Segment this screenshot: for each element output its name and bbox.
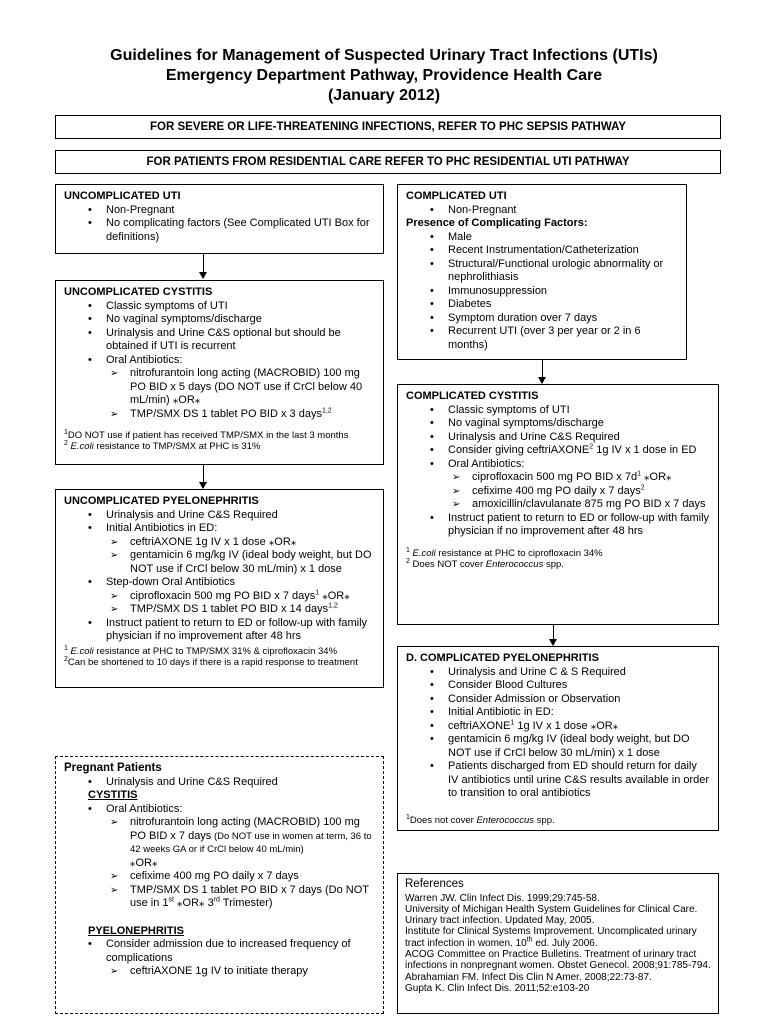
list-item: ➢ cefixime 400 mg PO daily x 7 days: [64, 870, 375, 884]
footnote-italic: Enterococcus: [476, 814, 535, 826]
footnote-ref: 1: [637, 470, 641, 478]
item-text: ⁎OR⁎: [130, 856, 158, 869]
complicated-pyelonephritis-box: [397, 646, 719, 831]
footnote: [406, 559, 710, 570]
reference-item: University of Michigan Health System Guidelines for Clinical Care. Urinary tract infection. Updated May, 2005.: [405, 903, 698, 927]
uncomplicated-uti-heading: UNCOMPLICATED UTI: [64, 190, 181, 202]
complicated-cystitis-heading: COMPLICATED CYSTITIS: [406, 390, 539, 402]
complicated-pyelonephritis-heading: D. COMPLICATED PYELONEPHRITIS: [406, 652, 599, 664]
list-item: ➢ amoxicillin/clavulanate 875 mg PO BID x 7 days: [406, 498, 710, 512]
list-item: • Oral Antibiotics:: [406, 458, 710, 472]
footnote: [406, 815, 710, 826]
list-item: • Urinalysis and Urine C & S Required: [406, 666, 710, 680]
list-item: • Recurrent UTI (over 3 per year or 2 in 6 months): [406, 325, 678, 352]
footnote-italic: E.coli: [70, 441, 94, 452]
complicated-uti-heading: COMPLICATED UTI: [406, 190, 507, 202]
footnote-number: 2: [406, 557, 410, 565]
list-item: [64, 408, 375, 422]
title-line-1: Guidelines for Management of Suspected Urinary Tract Infections (UTIs): [110, 47, 658, 64]
footnote-text: Does NOT cover: [409, 558, 486, 570]
pregnant-heading: Pregnant Patients: [64, 762, 162, 774]
footnote: [64, 441, 375, 452]
footnote: [406, 548, 710, 559]
superscript: st: [168, 896, 174, 904]
footnote-italic: Enterococcus: [485, 558, 544, 570]
footnote: [64, 430, 375, 441]
complicating-factors-heading: Presence of Complicating Factors:: [406, 217, 588, 229]
item-text: ciprofloxacin 500 mg PO BID x 7 days: [130, 589, 316, 602]
item-text: ⁎OR⁎: [640, 471, 672, 483]
reference-item: Gupta K. Clin Infect Dis. 2011;52:e103-20: [405, 982, 590, 994]
superscript: rd: [213, 896, 220, 904]
item-text: nitrofurantoin long acting (MACROBID) 100 mg PO BID x 7 days: [130, 816, 360, 842]
item-text: Trimester): [219, 897, 273, 909]
list-item: • Classic symptoms of UTI: [64, 300, 375, 314]
item-text: Consider giving ceftriAXONE: [448, 444, 590, 456]
footnote-text: resistance at PHC to TMP/SMX 31% & ciprofloxacin 34%: [93, 645, 338, 657]
footnote-number: 2: [64, 655, 68, 663]
superscript: th: [526, 936, 533, 944]
list-item: • Patients discharged from ED should return for daily IV antibiotics until urine C&S results available in order to transition to oral antibiotics: [406, 760, 710, 801]
list-item: • Immunosuppression: [406, 285, 678, 299]
footnote-text: resistance at PHC to ciprofloxacin 34%: [435, 547, 603, 559]
list-item: • No vaginal symptoms/discharge: [406, 417, 710, 431]
footnote-text: Does not cover: [409, 814, 477, 826]
item-text: cefixime 400 mg PO daily x 7 days: [472, 484, 641, 497]
footnote-ref: 2: [640, 483, 645, 491]
footnote-text: DO NOT use if patient has received TMP/SMX in the last 3 months: [67, 430, 349, 441]
footnote-number: 2: [64, 439, 68, 447]
item-note: (Do NOT use in women at term, 36 to 42 weeks GA or if CrCl below 40 mL/min): [130, 830, 372, 855]
footnote-text: resistance to TMP/SMX at PHC is 31%: [93, 441, 261, 452]
reference-text: Institute for Clinical Systems Improvement. Uncomplicated urinary tract infection in women. 10: [405, 926, 697, 949]
footnote-ref: 1,2: [321, 406, 332, 414]
flow-arrow: [553, 625, 554, 645]
list-item: • Recent Instrumentation/Catheterization: [406, 244, 678, 258]
cystitis-subheading: CYSTITIS: [88, 789, 138, 801]
uncomplicated-cystitis-heading: UNCOMPLICATED CYSTITIS: [64, 286, 213, 298]
footnote-ref: 1: [510, 718, 515, 726]
reference-item: ACOG Committee on Practice Bulletins. Treatment of urinary tract infections in nonpregnant women. Obstet Genecol. 2008;91:785-794.: [405, 948, 711, 972]
flow-arrow: [203, 465, 204, 488]
footnote-italic: E.coli: [70, 645, 94, 657]
title-line-2: Emergency Department Pathway, Providence Health Care: [165, 67, 603, 84]
footnote-number: 1: [406, 546, 410, 554]
list-item: ➢ ceftriAXONE 1g IV to initiate therapy: [64, 965, 375, 979]
item-text: TMP/SMX DS 1 tablet PO BID x 7 days (Do NOT use in 1: [130, 883, 369, 909]
uncomplicated-pyelonephritis-box: [55, 489, 384, 688]
list-item: • Instruct patient to return to ED or follow-up with family physician if no improvement after 48 hrs: [64, 617, 375, 644]
list-item: • Male: [406, 231, 678, 245]
list-item: • Oral Antibiotics:: [64, 354, 375, 368]
footnote: [64, 657, 375, 668]
footnote-ref: 1: [315, 588, 320, 596]
footnote-text: spp.: [534, 814, 555, 826]
footnote-text: Can be shortened to 10 days if there is a rapid response to treatment: [67, 656, 358, 668]
footnote-number: 1: [64, 644, 68, 652]
list-item: • Structural/Functional urologic abnormality or nephrolithiasis: [406, 258, 678, 285]
list-item: [406, 471, 710, 485]
list-item: • Diabetes: [406, 298, 678, 312]
list-item: [64, 603, 375, 617]
list-item: [406, 720, 710, 734]
item-text: TMP/SMX DS 1 tablet PO BID x 14 days: [130, 603, 329, 615]
reference-item: Warren JW. Clin Infect Dis. 1999;29:745-58.: [405, 892, 600, 904]
reference-item: [405, 926, 712, 949]
pyelonephritis-subheading: PYELONEPHRITIS: [88, 924, 184, 937]
uncomplicated-uti-box: [55, 184, 384, 254]
list-item: [64, 884, 375, 911]
reference-text: ed. July 2006.: [532, 937, 598, 949]
list-item: • Consider Blood Cultures: [406, 679, 710, 693]
list-item: [64, 590, 375, 604]
item-text: ciprofloxacin 500 mg PO BID x 7d: [472, 471, 638, 483]
footnote-italic: E.coli: [412, 547, 436, 559]
item-text: 1g IV x 1 dose ⁎OR⁎: [514, 719, 619, 732]
flow-arrow: [542, 360, 543, 383]
references-box: [397, 873, 719, 1014]
footnote-number: 1: [406, 813, 410, 821]
list-item: • Classic symptoms of UTI: [406, 404, 710, 418]
footnote-number: 1: [64, 428, 68, 436]
footnote-text: spp.: [543, 558, 564, 570]
sepsis-banner: FOR SEVERE OR LIFE-THREATENING INFECTIONS, REFER TO PHC SEPSIS PATHWAY: [55, 115, 721, 139]
list-item: • Initial Antibiotics in ED:: [64, 522, 375, 536]
title-line-3: (January 2012): [327, 87, 441, 104]
list-item: • Oral Antibiotics:: [64, 803, 375, 817]
footnote-ref: 1,2: [328, 602, 338, 610]
item-text: ⁎OR⁎ 3: [173, 897, 214, 909]
uncomplicated-pyelonephritis-heading: UNCOMPLICATED PYELONEPHRITIS: [64, 495, 259, 507]
list-item: • Non-Pregnant: [64, 204, 375, 218]
list-item: • Urinalysis and Urine C&S optional but should be obtained if UTI is recurrent: [64, 327, 375, 354]
list-item: • Urinalysis and Urine C&S Required: [64, 509, 375, 523]
list-item: • Step-down Oral Antibiotics: [64, 576, 375, 590]
list-item: • No complicating factors (See Complicated UTI Box for definitions): [64, 217, 375, 244]
residential-banner: FOR PATIENTS FROM RESIDENTIAL CARE REFER TO PHC RESIDENTIAL UTI PATHWAY: [55, 150, 721, 174]
list-item: ➢ nitrofurantoin long acting (MACROBID) 100 mg PO BID x 5 days (DO NOT use if CrCl below 40 mL/min) ⁎OR⁎: [64, 367, 375, 408]
flow-arrow: [203, 254, 204, 278]
references-heading: References: [405, 878, 464, 890]
list-item: • Consider admission due to increased frequency of complications: [64, 938, 375, 965]
list-item: [406, 444, 710, 458]
list-item: • Initial Antibiotic in ED:: [406, 706, 710, 720]
list-item: [64, 816, 375, 870]
list-item: • Instruct patient to return to ED or follow-up with family physician if no improvement after 48 hrs: [406, 512, 710, 539]
list-item: • gentamicin 6 mg/kg IV (ideal body weight, but DO NOT use if CrCl below 30 mL/min) x 1 dose: [406, 733, 710, 760]
list-item: • No vaginal symptoms/discharge: [64, 313, 375, 327]
complicated-uti-box: [397, 184, 687, 360]
list-item: ➢ gentamicin 6 mg/kg IV (ideal body weight, but DO NOT use if CrCl below 30 mL/min) x 1 dose: [64, 549, 375, 576]
list-item: ➢ ceftriAXONE 1g IV x 1 dose ⁎OR⁎: [64, 536, 375, 550]
item-text: ⁎OR⁎: [319, 589, 350, 602]
uncomplicated-cystitis-box: [55, 280, 384, 465]
footnote: [64, 646, 375, 657]
item-text: 1g IV x 1 dose in ED: [593, 444, 697, 456]
item-text: ceftriAXONE: [448, 719, 511, 732]
list-item: • Non-Pregnant: [406, 204, 678, 218]
complicated-cystitis-box: [397, 384, 719, 625]
list-item: • Urinalysis and Urine C&S Required: [64, 776, 375, 790]
item-text: TMP/SMX DS 1 tablet PO BID x 3 days: [130, 407, 322, 420]
list-item: [406, 485, 710, 499]
pregnant-patients-box: [55, 756, 384, 1014]
reference-item: Abrahamian FM. Infect Dis Clin N Amer. 2008;22:73-87.: [405, 971, 652, 983]
list-item: • Urinalysis and Urine C&S Required: [406, 431, 710, 445]
footnote-ref: 2: [589, 443, 594, 451]
list-item: • Symptom duration over 7 days: [406, 312, 678, 326]
list-item: • Consider Admission or Observation: [406, 693, 710, 707]
